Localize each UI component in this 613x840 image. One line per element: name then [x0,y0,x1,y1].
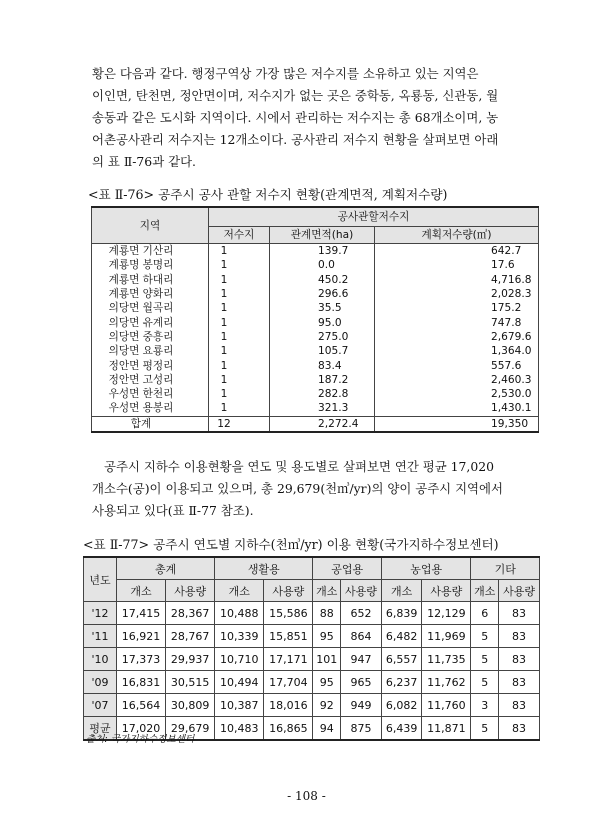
value-cell: 17,704 [264,671,313,694]
value-cell: 95 [313,625,341,648]
value-cell: 10,387 [215,694,264,717]
value-cell: 83 [499,694,540,717]
area-cell: 321.3 [270,401,375,416]
area-cell: 35.5 [270,301,375,315]
region-cell: 우성면 용봉리 [92,401,209,416]
value-cell: 5 [471,717,499,741]
total-volume: 19,350 [375,416,539,432]
header-group-living: 생활용 [215,557,313,580]
volume-cell: 2,028.3 [375,287,539,301]
header-count: 개소 [471,580,499,602]
year-cell: '10 [84,648,117,671]
area-cell: 282.8 [270,387,375,401]
region-cell: 계룡면 하대리 [92,273,209,287]
value-cell: 11,762 [422,671,471,694]
value-cell: 83 [499,602,540,625]
region-cell: 의당면 유계리 [92,315,209,329]
value-cell: 17,373 [117,648,166,671]
value-cell: 83 [499,625,540,648]
table-row [84,648,540,671]
header-usage: 사용량 [422,580,471,602]
value-cell: 17,415 [117,602,166,625]
header-group-industrial: 공업용 [313,557,382,580]
year-cell: '12 [84,602,117,625]
intro-line: 어촌공사관리 저수지는 12개소이다. 공사관리 저수지 현황을 살펴보면 아래 [92,132,499,147]
header-group-other: 기타 [471,557,540,580]
count-cell: 1 [209,401,270,416]
count-cell: 1 [209,287,270,301]
area-cell: 83.4 [270,358,375,372]
table-row [92,301,539,315]
value-cell: 5 [471,648,499,671]
region-cell: 계룡명 봉명리 [92,258,209,272]
area-cell: 0.0 [270,258,375,272]
gw-line: 사용되고 있다(표 Ⅱ-77 참조). [92,503,254,518]
table-row [84,671,540,694]
value-cell: 11,871 [422,717,471,741]
year-cell: '11 [84,625,117,648]
value-cell: 28,767 [166,625,215,648]
table-row [84,602,540,625]
count-cell: 1 [209,358,270,372]
count-cell: 1 [209,273,270,287]
area-cell: 95.0 [270,315,375,329]
table1-caption: <표 Ⅱ-76> 공주시 공사 관할 저수지 현황(관계면적, 계획저수량) [88,187,448,202]
value-cell: 6,082 [381,694,421,717]
header-usage: 사용량 [341,580,382,602]
table-row [92,373,539,387]
intro-line: 의 표 Ⅱ-76과 같다. [92,154,196,169]
value-cell: 947 [341,648,382,671]
count-cell: 1 [209,315,270,329]
value-cell: 5 [471,671,499,694]
value-cell: 6,839 [381,602,421,625]
value-cell: 95 [313,671,341,694]
region-cell: 계룡면 양화리 [92,287,209,301]
table-row [84,694,540,717]
value-cell: 6,557 [381,648,421,671]
intro-paragraph [92,63,538,173]
value-cell: 83 [499,671,540,694]
volume-cell: 2,530.0 [375,387,539,401]
volume-cell: 557.6 [375,358,539,372]
value-cell: 15,586 [264,602,313,625]
year-cell: '09 [84,671,117,694]
value-cell: 83 [499,648,540,671]
value-cell: 10,483 [215,717,264,741]
year-cell: 평균 [84,717,117,741]
value-cell: 83 [499,717,540,741]
table-row [92,387,539,401]
value-cell: 6,439 [381,717,421,741]
header-count: 개소 [313,580,341,602]
region-cell: 의당면 중흥리 [92,330,209,344]
region-cell: 의당면 요룡리 [92,344,209,358]
value-cell: 6 [471,602,499,625]
value-cell: 875 [341,717,382,741]
reservoir-table [91,206,539,433]
count-cell: 1 [209,373,270,387]
value-cell: 88 [313,602,341,625]
value-cell: 101 [313,648,341,671]
header-count: 저수지 [209,227,270,244]
header-count: 개소 [117,580,166,602]
header-count: 개소 [381,580,421,602]
volume-cell: 17.6 [375,258,539,272]
value-cell: 6,482 [381,625,421,648]
page-number: - 108 - [287,789,326,803]
count-cell: 1 [209,301,270,315]
table-row [92,244,539,259]
region-cell: 정안면 평정리 [92,358,209,372]
header-usage: 사용량 [264,580,313,602]
value-cell: 10,710 [215,648,264,671]
table-row [92,330,539,344]
table-row [92,273,539,287]
region-cell: 의당면 월곡리 [92,301,209,315]
header-area: 관계면적(ha) [270,227,375,244]
header-group-agricultural: 농업용 [381,557,470,580]
header-usage: 사용량 [166,580,215,602]
value-cell: 3 [471,694,499,717]
region-cell: 계룡면 기산리 [92,244,209,259]
total-count: 12 [209,416,270,432]
value-cell: 11,760 [422,694,471,717]
value-cell: 6,237 [381,671,421,694]
header-usage: 사용량 [499,580,540,602]
volume-cell: 642.7 [375,244,539,259]
total-area: 2,272.4 [270,416,375,432]
year-cell: '07 [84,694,117,717]
header-year: 년도 [84,557,117,602]
header-group-total: 총계 [117,557,215,580]
groundwater-table [83,556,540,741]
table-row [92,344,539,358]
header-count: 개소 [215,580,264,602]
volume-cell: 2,460.3 [375,373,539,387]
value-cell: 12,129 [422,602,471,625]
table-row [84,625,540,648]
value-cell: 94 [313,717,341,741]
area-cell: 450.2 [270,273,375,287]
table-row [92,315,539,329]
value-cell: 29,937 [166,648,215,671]
header-group: 공사관할저수지 [209,207,539,227]
gw-line: 개소수(공)이 이용되고 있으며, 총 29,679(천㎥/yr)의 양이 공주시 지역에서 [92,481,503,496]
region-cell: 정안면 고성리 [92,373,209,387]
value-cell: 652 [341,602,382,625]
total-row [92,416,539,432]
count-cell: 1 [209,330,270,344]
intro-line: 이인면, 탄천면, 정안면이며, 저수지가 없는 곳은 중학동, 옥룡동, 신관동, 월 [92,88,499,103]
source-note: 출처: 국가지하수정보센터 [86,734,195,745]
header-volume: 계획저수량(㎥) [375,227,539,244]
header-region: 지역 [92,207,209,244]
value-cell: 17,171 [264,648,313,671]
value-cell: 92 [313,694,341,717]
value-cell: 16,921 [117,625,166,648]
groundwater-paragraph [92,456,538,522]
table-row [92,401,539,416]
intro-line: 송동과 같은 도시화 지역이다. 시에서 관리하는 저수지는 총 68개소이며, 농 [92,110,499,125]
value-cell: 864 [341,625,382,648]
volume-cell: 1,364.0 [375,344,539,358]
value-cell: 10,339 [215,625,264,648]
value-cell: 29,679 [166,717,215,741]
total-label: 합계 [92,416,209,432]
volume-cell: 747.8 [375,315,539,329]
value-cell: 11,735 [422,648,471,671]
value-cell: 18,016 [264,694,313,717]
count-cell: 1 [209,244,270,259]
volume-cell: 1,430.1 [375,401,539,416]
count-cell: 1 [209,258,270,272]
value-cell: 5 [471,625,499,648]
area-cell: 139.7 [270,244,375,259]
area-cell: 187.2 [270,373,375,387]
table-row [92,358,539,372]
value-cell: 28,367 [166,602,215,625]
value-cell: 16,564 [117,694,166,717]
intro-line: 황은 다음과 같다. 행정구역상 가장 많은 저수지를 소유하고 있는 지역은 [92,66,479,81]
table2-caption: <표 Ⅱ-77> 공주시 연도별 지하수(천㎥/yr) 이용 현황(국가지하수정보센터) [83,537,499,552]
value-cell: 965 [341,671,382,694]
area-cell: 275.0 [270,330,375,344]
volume-cell: 175.2 [375,301,539,315]
count-cell: 1 [209,344,270,358]
value-cell: 10,488 [215,602,264,625]
area-cell: 105.7 [270,344,375,358]
value-cell: 949 [341,694,382,717]
volume-cell: 4,716.8 [375,273,539,287]
value-cell: 15,851 [264,625,313,648]
table-row [92,287,539,301]
region-cell: 우성면 한천리 [92,387,209,401]
gw-line: 공주시 지하수 이용현황을 연도 및 용도별로 살펴보면 연간 평균 17,020 [104,459,495,474]
table-row [92,258,539,272]
value-cell: 10,494 [215,671,264,694]
value-cell: 17,020 [117,717,166,741]
area-cell: 296.6 [270,287,375,301]
value-cell: 30,809 [166,694,215,717]
value-cell: 11,969 [422,625,471,648]
value-cell: 16,865 [264,717,313,741]
value-cell: 16,831 [117,671,166,694]
value-cell: 30,515 [166,671,215,694]
count-cell: 1 [209,387,270,401]
volume-cell: 2,679.6 [375,330,539,344]
